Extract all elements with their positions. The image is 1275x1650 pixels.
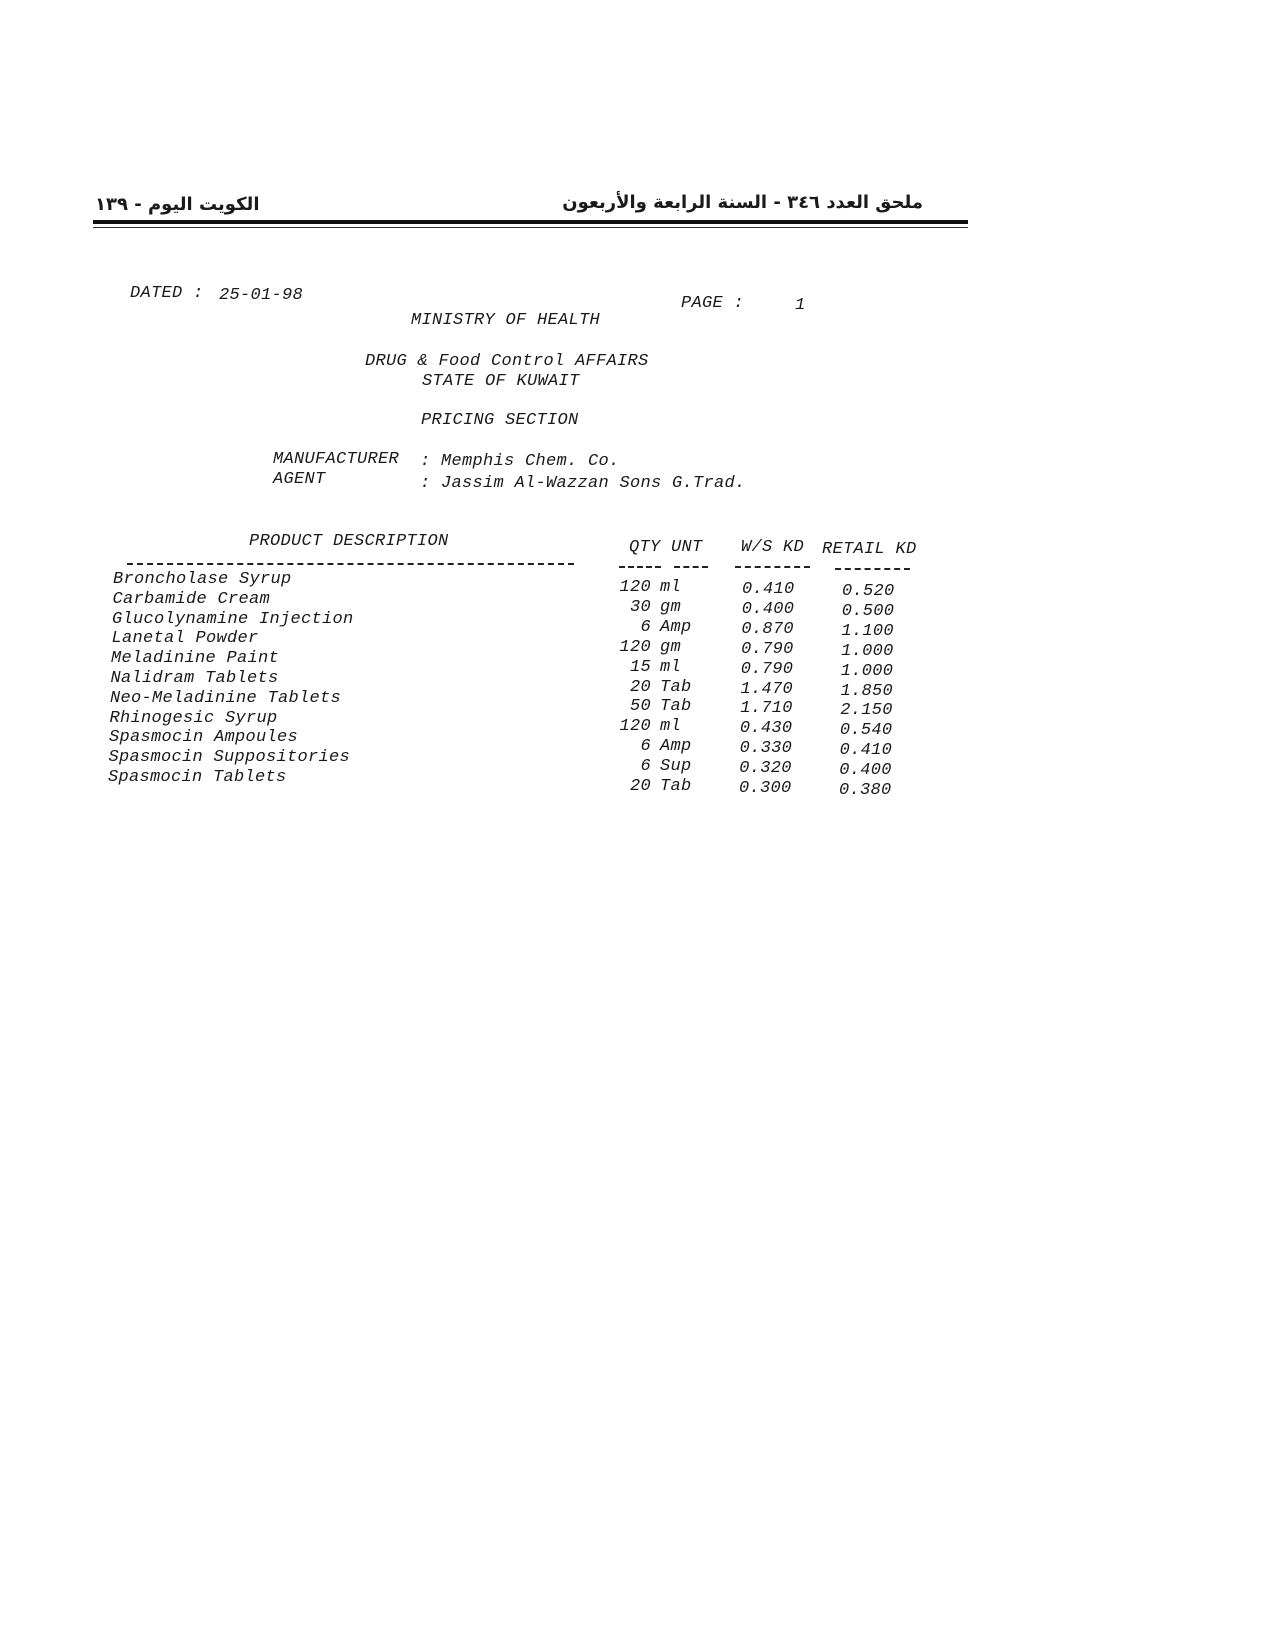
col-header-qty-unit: QTY UNT [629,538,703,557]
header-rule-thin [93,227,968,228]
col-header-retail: RETAIL KD [822,540,917,559]
affairs-title: DRUG & Food Control AFFAIRS [365,352,649,371]
product-unit: gm [660,637,682,657]
dated-value: 25-01-98 [219,286,304,305]
product-qty: 120 [619,717,651,737]
product-unit: ml [660,717,682,737]
header-page-number: الكويت اليوم - ١٣٩ [95,194,260,215]
product-description: Spasmocin Tablets [108,768,287,787]
product-description: Spasmocin Ampoules [109,728,299,748]
product-retail-price: 0.410 [839,741,893,761]
product-qty: 15 [629,657,651,677]
product-description: Nalidram Tablets [110,669,279,688]
dated-label: DATED : [130,284,204,303]
product-unit: Tab [660,777,692,796]
product-retail-price: 0.380 [839,781,892,800]
agent-value: : Jassim Al-Wazzan Sons G.Trad. [420,474,746,493]
product-ws-price: 0.410 [742,580,795,599]
ministry-title: MINISTRY OF HEALTH [411,311,601,330]
product-retail-price: 0.400 [839,761,892,781]
product-description: Spasmocin Suppositories [108,748,351,768]
manufacturer-label: MANUFACTURER [273,450,400,469]
page-label: PAGE : [681,294,745,313]
product-description: Neo-Meladinine Tablets [110,688,342,708]
product-qty: 30 [629,597,651,617]
product-unit: ml [660,578,682,597]
product-qty: 120 [619,637,651,657]
product-qty: 120 [619,578,651,597]
unit-underline [674,566,708,568]
retail-underline [835,568,910,570]
product-qty: 6 [640,617,651,637]
product-ws-price: 0.430 [739,719,793,739]
product-qty: 6 [640,757,651,777]
product-unit: ml [660,657,682,677]
product-ws-price: 1.470 [740,679,794,699]
product-retail-price: 1.000 [841,641,894,661]
product-description: Lanetal Powder [111,629,259,649]
header-issue-info: ملحق العدد ٣٤٦ - السنة الرابعة والأربعون [562,192,923,213]
product-ws-price: 0.870 [741,619,794,639]
product-unit: Tab [660,697,692,717]
product-description: Meladinine Paint [111,649,280,669]
header-rule [93,220,968,224]
product-retail-price: 1.850 [840,681,894,701]
state-title: STATE OF KUWAIT [422,372,580,391]
product-unit: Amp [660,617,692,637]
product-ws-price: 0.790 [740,659,794,679]
product-retail-price: 0.500 [841,601,895,621]
product-description: Glucolynamine Injection [112,609,354,629]
agent-label: AGENT [273,470,326,489]
product-ws-price: 0.790 [741,639,794,659]
product-retail-price: 1.100 [841,621,894,641]
product-ws-price: 0.300 [739,779,792,798]
product-retail-price: 1.000 [840,661,894,681]
col-header-description: PRODUCT DESCRIPTION [249,532,449,551]
product-qty: 20 [629,777,651,796]
product-unit: Sup [660,757,692,777]
product-unit: Amp [660,737,692,757]
product-retail-price: 0.520 [842,582,895,601]
col-header-ws: W/S KD [741,538,805,557]
qty-underline [619,566,661,568]
product-qty: 50 [629,697,651,717]
page-number: 1 [795,296,806,315]
section-title: PRICING SECTION [421,411,579,430]
product-description: Broncholase Syrup [113,570,292,589]
product-description: Rhinogesic Syrup [109,708,278,728]
product-ws-price: 0.320 [739,759,792,779]
description-underline [127,563,574,565]
manufacturer-value: : Memphis Chem. Co. [420,452,620,471]
product-unit: gm [660,597,682,617]
product-qty: 20 [629,677,651,697]
product-retail-price: 2.150 [840,701,893,721]
product-ws-price: 0.330 [739,739,793,759]
product-unit: Tab [660,677,692,697]
product-qty: 6 [640,737,651,757]
product-ws-price: 0.400 [741,599,795,619]
product-ws-price: 1.710 [740,699,793,719]
product-description: Carbamide Cream [112,589,271,609]
ws-underline [735,566,810,568]
product-retail-price: 0.540 [839,721,893,741]
